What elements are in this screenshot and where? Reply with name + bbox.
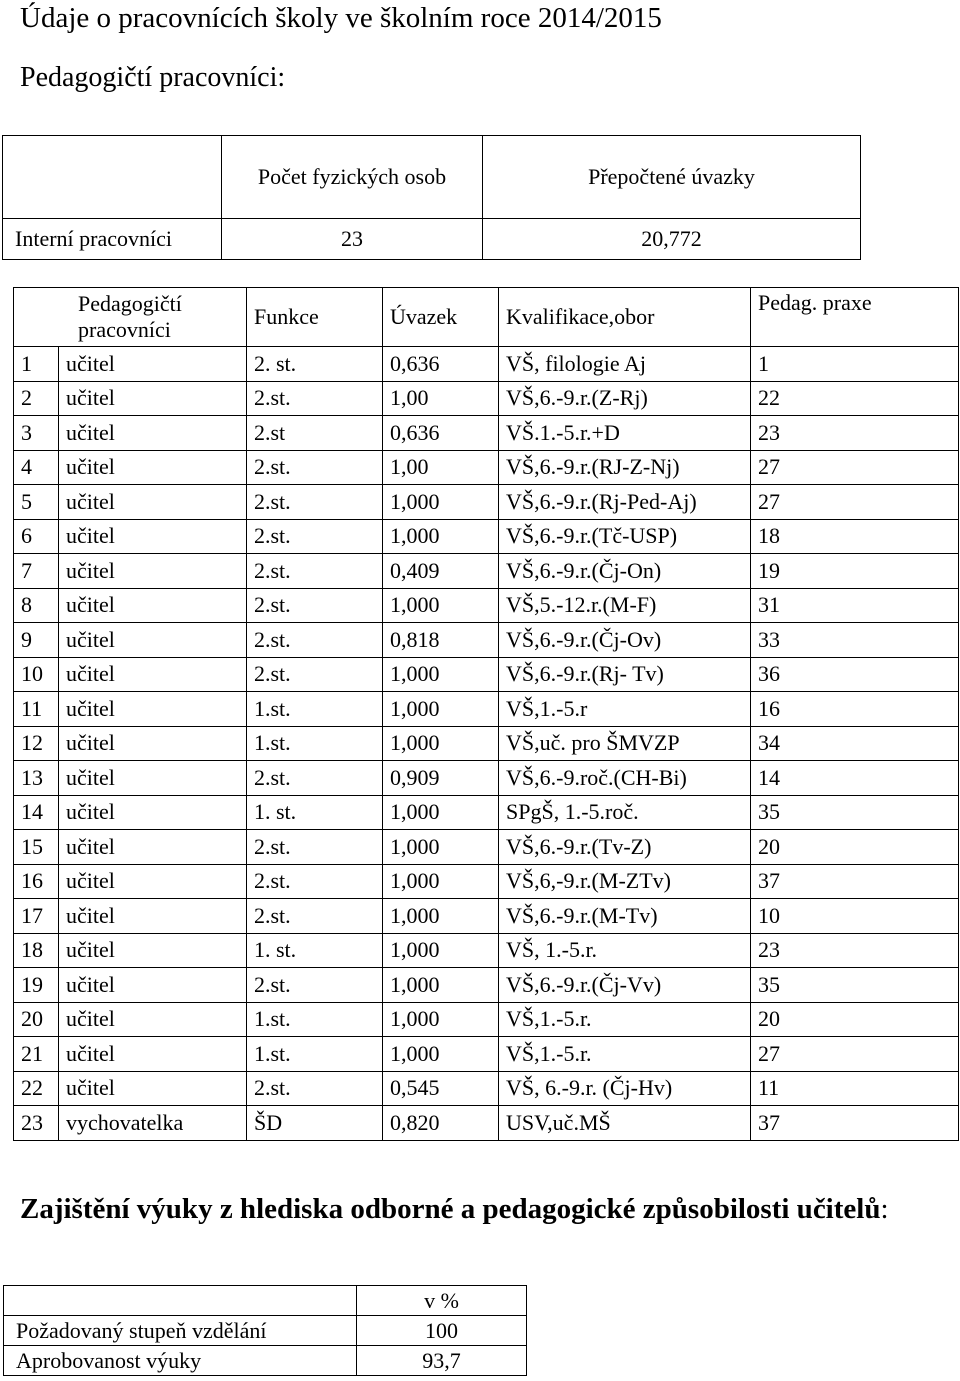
row-label: Aprobovanost výuky [4,1346,357,1376]
row-qualification: VŠ,6.-9.r.(RJ-Z-Nj) [499,450,751,485]
row-function: 2.st. [247,381,383,416]
table-row [14,1002,959,1037]
row-number: 19 [14,968,59,1003]
row-practice: 27 [751,450,959,485]
row-function: 1. st. [247,795,383,830]
row-qualification: VŠ.1.-5.r.+D [499,416,751,451]
row-practice: 35 [751,968,959,1003]
table-row [4,1316,527,1346]
header-cell-empty [4,1286,357,1316]
row-practice: 19 [751,554,959,589]
table-row [14,519,959,554]
row-role: učitel [58,795,246,830]
section-heading [20,1193,889,1226]
row-practice: 18 [751,519,959,554]
row-function: 1.st. [247,692,383,727]
section-heading-text: Zajištění výuky z hlediska odborné a pedagogické způsobilosti učitelů [20,1193,881,1225]
table-header-row [3,136,861,219]
row-number: 17 [14,899,59,934]
row-practice: 33 [751,623,959,658]
row-function: 2.st. [247,830,383,865]
row-role: učitel [58,1002,246,1037]
table-header-row [14,288,959,347]
table-row [14,657,959,692]
table-row [14,623,959,658]
row-role: učitel [58,588,246,623]
row-role: učitel [58,485,246,520]
row-load: 1,000 [383,899,499,934]
row-practice: 27 [751,1037,959,1072]
table-row [4,1346,527,1376]
row-practice: 23 [751,933,959,968]
row-number: 3 [14,416,59,451]
table-row [14,485,959,520]
row-number: 15 [14,830,59,865]
row-number: 22 [14,1071,59,1106]
row-number: 8 [14,588,59,623]
row-practice: 1 [751,347,959,382]
section-subtitle: Pedagogičtí pracovníci: [20,62,286,93]
row-qualification: VŠ,uč. pro ŠMVZP [499,726,751,761]
row-role: učitel [58,864,246,899]
row-load: 0,636 [383,416,499,451]
row-qualification: VŠ,6.-9.r.(Tč-USP) [499,519,751,554]
row-function: 2.st. [247,657,383,692]
table-row [14,588,959,623]
row-load: 1,000 [383,726,499,761]
row-number: 10 [14,657,59,692]
row-number: 9 [14,623,59,658]
staff-rows [14,347,959,1141]
row-load: 1,000 [383,933,499,968]
row-qualification: VŠ,6.-9.r.(Čj-On) [499,554,751,589]
row-practice: 27 [751,485,959,520]
row-qualification: VŠ, filologie Aj [499,347,751,382]
percent-table [3,1285,527,1376]
row-number: 6 [14,519,59,554]
row-qualification: VŠ,1.-5.r [499,692,751,727]
table-row [14,761,959,796]
row-qualification: USV,uč.MŠ [499,1106,751,1141]
row-function: 2. st. [247,347,383,382]
row-practice: 23 [751,416,959,451]
table-row [14,381,959,416]
row-practice: 11 [751,1071,959,1106]
row-practice: 36 [751,657,959,692]
header-role: Pedagogičtí pracovníci [14,288,247,347]
row-role: učitel [58,657,246,692]
row-load: 1,000 [383,485,499,520]
row-practice: 34 [751,726,959,761]
row-role: učitel [58,623,246,658]
row-function: 1.st. [247,726,383,761]
section-heading-colon: : [880,1193,889,1225]
row-load: 0,409 [383,554,499,589]
table-row [14,726,959,761]
row-role: vychovatelka [58,1106,246,1141]
row-number: 2 [14,381,59,416]
row-role: učitel [58,381,246,416]
table-row [3,219,861,260]
row-function: 2.st. [247,554,383,589]
row-load: 1,000 [383,1037,499,1072]
row-qualification: VŠ, 6.-9.r. (Čj-Hv) [499,1071,751,1106]
table-row [14,416,959,451]
row-number: 20 [14,1002,59,1037]
row-qualification: VŠ,5.-12.r.(M-F) [499,588,751,623]
table-row [14,1037,959,1072]
table-row [14,1106,959,1141]
table-row [14,692,959,727]
row-load: 1,000 [383,795,499,830]
row-number: 1 [14,347,59,382]
row-practice: 37 [751,1106,959,1141]
row-function: 2.st. [247,485,383,520]
row-qualification: VŠ,1.-5.r. [499,1002,751,1037]
row-function: 1. st. [247,933,383,968]
row-function: 2.st. [247,623,383,658]
row-load: 1,00 [383,450,499,485]
row-number: 16 [14,864,59,899]
header-practice: Pedag. praxe [751,288,959,347]
row-number: 11 [14,692,59,727]
row-qualification: VŠ,6.-9.r.(Rj-Ped-Aj) [499,485,751,520]
row-number: 4 [14,450,59,485]
table-row [14,1071,959,1106]
row-practice: 37 [751,864,959,899]
row-practice: 35 [751,795,959,830]
row-role: učitel [58,830,246,865]
row-load: 1,000 [383,692,499,727]
row-number: 23 [14,1106,59,1141]
row-practice: 22 [751,381,959,416]
row-function: 2.st. [247,450,383,485]
header-cell-fte: Přepočtené úvazky [483,136,861,219]
staff-table [13,287,959,1141]
row-practice: 16 [751,692,959,727]
row-value: 93,7 [357,1346,527,1376]
table-row [14,864,959,899]
header-qualification: Kvalifikace,obor [499,288,751,347]
page-title: Údaje o pracovnících školy ve školním roce 2014/2015 [20,2,662,34]
row-load: 0,545 [383,1071,499,1106]
table-row [14,554,959,589]
table-row [14,899,959,934]
row-number: 12 [14,726,59,761]
header-load: Úvazek [383,288,499,347]
row-function: ŠD [247,1106,383,1141]
row-number: 13 [14,761,59,796]
row-qualification: VŠ,1.-5.r. [499,1037,751,1072]
row-qualification: VŠ,6.-9.r.(M-Tv) [499,899,751,934]
table-row [14,933,959,968]
row-qualification: SPgŠ, 1.-5.roč. [499,795,751,830]
row-load: 1,000 [383,588,499,623]
header-percent: v % [357,1286,527,1316]
row-number: 14 [14,795,59,830]
row-function: 2.st. [247,761,383,796]
persons-value: 23 [222,219,483,260]
row-function: 2.st. [247,1071,383,1106]
row-function: 2.st. [247,864,383,899]
row-qualification: VŠ,6.-9.r.(Z-Rj) [499,381,751,416]
row-load: 1,000 [383,864,499,899]
row-function: 2.st. [247,899,383,934]
row-practice: 10 [751,899,959,934]
table-row [14,347,959,382]
table-row [14,795,959,830]
row-number: 5 [14,485,59,520]
row-load: 1,000 [383,1002,499,1037]
row-role: učitel [58,726,246,761]
row-practice: 20 [751,1002,959,1037]
row-role: učitel [58,1071,246,1106]
row-qualification: VŠ,6.-9.r.(Čj-Ov) [499,623,751,658]
header-cell-empty [3,136,222,219]
row-label: Požadovaný stupeň vzdělání [4,1316,357,1346]
row-number: 18 [14,933,59,968]
row-practice: 14 [751,761,959,796]
row-qualification: VŠ, 1.-5.r. [499,933,751,968]
table-row [14,450,959,485]
row-number: 7 [14,554,59,589]
row-function: 2.st. [247,519,383,554]
row-function: 1.st. [247,1037,383,1072]
row-qualification: VŠ,6.-9.r.(Čj-Vv) [499,968,751,1003]
row-load: 1,000 [383,657,499,692]
header-function: Funkce [247,288,383,347]
row-practice: 20 [751,830,959,865]
row-practice: 31 [751,588,959,623]
summary-table [2,135,861,260]
row-qualification: VŠ,6.-9.r.(Rj- Tv) [499,657,751,692]
header-cell-persons: Počet fyzických osob [222,136,483,219]
row-load: 1,000 [383,830,499,865]
row-role: učitel [58,519,246,554]
row-role: učitel [58,692,246,727]
table-row [14,968,959,1003]
row-role: učitel [58,899,246,934]
row-qualification: VŠ,6,-9.r.(M-ZTv) [499,864,751,899]
row-role: učitel [58,968,246,1003]
row-function: 2.st. [247,968,383,1003]
row-load: 0,909 [383,761,499,796]
row-load: 0,820 [383,1106,499,1141]
row-function: 2.st. [247,588,383,623]
row-role: učitel [58,761,246,796]
table-header-row [4,1286,527,1316]
row-qualification: VŠ,6.-9.r.(Tv-Z) [499,830,751,865]
row-role: učitel [58,554,246,589]
row-label: Interní pracovníci [3,219,222,260]
row-role: učitel [58,416,246,451]
row-role: učitel [58,933,246,968]
row-qualification: VŠ,6.-9.roč.(CH-Bi) [499,761,751,796]
row-load: 0,818 [383,623,499,658]
row-load: 1,000 [383,519,499,554]
row-role: učitel [58,1037,246,1072]
table-row [14,830,959,865]
row-function: 2.st [247,416,383,451]
row-load: 1,000 [383,968,499,1003]
row-value: 100 [357,1316,527,1346]
row-load: 0,636 [383,347,499,382]
row-load: 1,00 [383,381,499,416]
row-number: 21 [14,1037,59,1072]
row-role: učitel [58,347,246,382]
row-role: učitel [58,450,246,485]
fte-value: 20,772 [483,219,861,260]
row-function: 1.st. [247,1002,383,1037]
